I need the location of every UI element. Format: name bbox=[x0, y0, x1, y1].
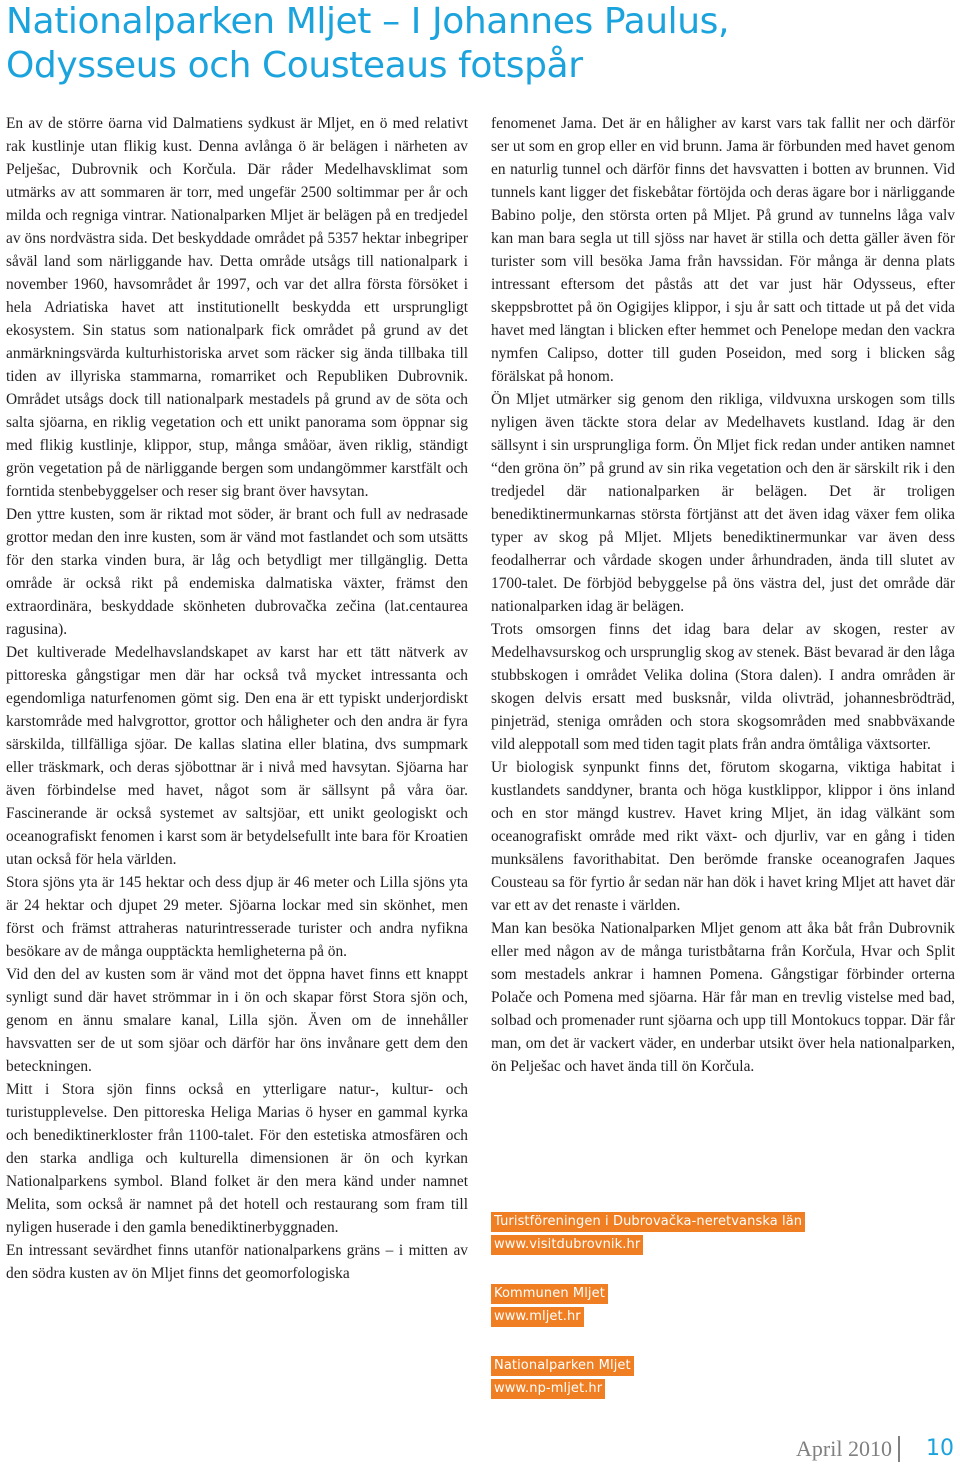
organization-name-tag: Kommunen Mljet bbox=[491, 1284, 608, 1304]
paragraph: Ur biologisk synpunkt finns det, förutom skogarna, viktiga habitat i kustlandets sanddyner, branta och höga kustklippor, klippor i öns inland och en stor mängd kustrev. Havet kring Mljet, än idag välkänt som oceanografiskt område med rikt växt- och djurliv, var en gång i tiden munksälens favorithabitat. Den berömde franske oceanografen Jaques Cousteau sa för fyrtio år sedan när han dök i havet kring Mljet att havet där var ett av det renaste i världen. bbox=[491, 759, 955, 914]
website-link[interactable]: www.visitdubrovnik.hr bbox=[491, 1235, 643, 1255]
footer-divider bbox=[898, 1436, 900, 1462]
paragraph: Man kan besöka Nationalparken Mljet genom att åka båt från Dubrovnik eller med någon av de många turistbåtarna från Korčula, Hvar och Split som mestadels ankrar i hamnen Pomena. Gångstigar förbinder orterna Polače och Pomena med sjöarna. Här får man en trevlig vistelse med bad, solbad och promenader runt sjöarna och upp till Montokucs toppar. Där får man, om det är vackert väder, en underbar utsikt över hela nationalparken, ön Pelješac och havet ända till ön Korčula. bbox=[491, 920, 955, 1075]
issue-date: April 2010 bbox=[796, 1436, 892, 1461]
link-group bbox=[491, 1356, 821, 1402]
paragraph: Ön Mljet utmärker sig genom den rikliga, vildvuxna urskogen som tills nyligen även täckte stora delar av Medelhavets kustland. Idag är den sällsynt i sin ursprungliga form. Ön Mljet fick redan under antiken namnet “den gröna ön” på grund av sin rika vegetation och den är särskilt rik i den tredjedel där nationalparken är belägen. Det är troligen benediktinermunkarnas största förtjänst att det även idag växer fem olika typer av skog på Mljet. Mljets benediktinermunkar var även dess feodalherrar och vårdade skogen under århundraden, ända till slutet av 1700-talet. De förbjöd bebyggelse på öns västra del, just det område där nationalparken idag är belägen. bbox=[491, 391, 955, 615]
paragraph: Mitt i Stora sjön finns också en ytterligare natur-, kultur- och turistupplevelse. Den pittoreska Heliga Marias ö hyser en gammal kyrka och benediktinerkloster från 1100-talet. För den estetiska atmosfären och den starka andliga och kulturella dimensionen är ön och kyrkan Nationalparkens symbol. Bland folket är den mera känd under namnet Melita, som också är namnet på det hotell och restaurang som fram till nyligen huserade i den gamla benediktinerbyggnaden. bbox=[6, 1081, 468, 1236]
left-column bbox=[6, 112, 468, 1285]
organization-name-tag: Turistföreningen i Dubrovačka-neretvanska län bbox=[491, 1212, 805, 1232]
paragraph: Det kultiverade Medelhavslandskapet av karst har ett tätt nätverk av pittoreska gångstigar men där har också två mycket intressanta och egendomliga naturfenomen gömt sig. Den ena är ett typiskt underjordiskt karstområde med halvgrottor, grottor och håligheter och den andra är fyra särskilda, tillfälliga sjöar. De kallas slatina eller blatina, dvs sumpmark eller träskmark, och deras sjöbottnar är i nivå med havsytan. Sjöarna har även förbindelse med havet, något som är sällsynt på våra öar. Fascinerande är också systemet av saltsjöar, ett unikt geologiskt och oceanografiskt fenomen i karst som är betydelsefullt inte bara för Kroatien utan också för hela världen. bbox=[6, 644, 468, 868]
paragraph: En intressant sevärdhet finns utanför nationalparkens gräns – i mitten av den södra kusten av ön Mljet finns det geomorfologiska bbox=[6, 1242, 468, 1282]
paragraph: Stora sjöns yta är 145 hektar och dess djup är 46 meter och Lilla sjöns yta är 24 hektar och djupet 29 meter. Sjöarna lockar med sin skönhet, men först och främst attraheras naturintresserade turister och andra nyfikna besökare av de många oupptäckta hemligheterna på ön. bbox=[6, 874, 468, 960]
right-column bbox=[491, 112, 955, 1078]
page-footer bbox=[796, 1436, 954, 1462]
page-number: 10 bbox=[926, 1436, 954, 1461]
website-link[interactable]: www.np-mljet.hr bbox=[491, 1379, 605, 1399]
paragraph: Trots omsorgen finns det idag bara delar av skogen, rester av Medelhavsurskog och ursprunglig skog av stenek. Bäst bevarad är den låga stubbskogen i området Velika dolina (Stora dalen). I andra områden är skogen delvis ersatt med busksnår, vilda olivträd, johannesbrödträd, pinjeträd, steniga områden och stora skogsområden med snabbväxande vild aleppotall som med tiden tagit plats från andra ömtåliga växtsorter. bbox=[491, 621, 955, 753]
paragraph: Vid den del av kusten som är vänd mot det öppna havet finns ett knappt synligt sund där havet strömmar in i ön och skapar först Stora sjön och, genom en ännu smalare kanal, Lilla sjön. Även om de innehåller havsvatten ser de ut som sjöar och därför har öns invånare gett dem den beteckningen. bbox=[6, 966, 468, 1075]
website-link[interactable]: www.mljet.hr bbox=[491, 1307, 584, 1327]
paragraph: En av de större öarna vid Dalmatiens sydkust är Mljet, en ö med relativt rak kustlinje utan flikig kust. Denna avlånga ö är belägen i närheten av Pelješac, Dubrovnik och Korčula. Där råder Medelhavsklimat som utmärks av att sommaren är torr, med ungefär 2500 soltimmar per år och milda och regniga vintrar. Nationalparken Mljet är belägen på en tredjedel av öns nordvästra sida. Det beskyddade området på 5357 hektar inbegriper såväl land som närliggande hav. Detta område utsågs till nationalpark i november 1960, havsområdet år 1997, och var det allra första försöket i hela Adriatiska havet att institutionellt beskydda ett ursprungligt ekosystem. Sin status som nationalpark fick området på grund av det anmärkningsvärda kulturhistoriska arvet som räcker sig ända tillbaka till tiden av illyriska stammarna, romarriket och Republiken Dubrovnik. Området utsågs dock till nationalpark mestadels på grund av de söta och salta sjöarna, en riklig vegetation och ett unikt panorama som öppnar sig med flikig kustlinje, klippor, stup, många småöar, även riklig, ständigt grön vegetation på de närliggande bergen som undangömmer karstfält och forntida stenbebyggelser och reser sig brant över havsytan. bbox=[6, 115, 468, 500]
paragraph: Den yttre kusten, som är riktad mot söder, är brant och full av nedrasade grottor medan den inre kusten, som är vänd mot fastlandet och som utsätts för den starka vinden bura, är låg och betydligt mer tillgänglig. Detta område är också rikt på endemiska dalmatiska växter, främst den extraordinära, beskyddade skönheten dubrovačka zečina (lat.centaurea ragusina). bbox=[6, 506, 468, 638]
title-line-1: Nationalparken Mljet – I Johannes Paulus, bbox=[6, 1, 730, 42]
link-group bbox=[491, 1284, 821, 1330]
link-group bbox=[491, 1212, 821, 1258]
info-links bbox=[491, 1212, 821, 1428]
page-title bbox=[6, 0, 954, 88]
paragraph: fenomenet Jama. Det är en håligher av karst vars tak fallit ner och därför ser ut som en grop eller en vid brunn. Jama är förbunden med havet genom en naturlig tunnel och därför finns det havsvatten i botten av brunnen. Vid tunnels kant ligger det fiskebåtar förtöjda och deras ägare bor i närliggande Babino polje, den största orten på Mljet. På grund av tunnelns låga valv kan man bara segla ut till sjöss nar havet är stilla och detta gäller även för turister som vill besöka Jama från havssidan. För många är denna plats intressant eftersom det påstås att det var just här Odysseus, efter skeppsbrottet på ön Ogigijes klippor, i sju år satt och tittade ut på det vida havet med längtan i blicken efter hemmet och Penelope medan den vackra nymfen Calipso, dotter till guden Poseidon, med sorg i blicken såg förälskat på honom. bbox=[491, 115, 955, 385]
organization-name-tag: Nationalparken Mljet bbox=[491, 1356, 634, 1376]
title-line-2: Odysseus och Cousteaus fotspår bbox=[6, 45, 583, 86]
